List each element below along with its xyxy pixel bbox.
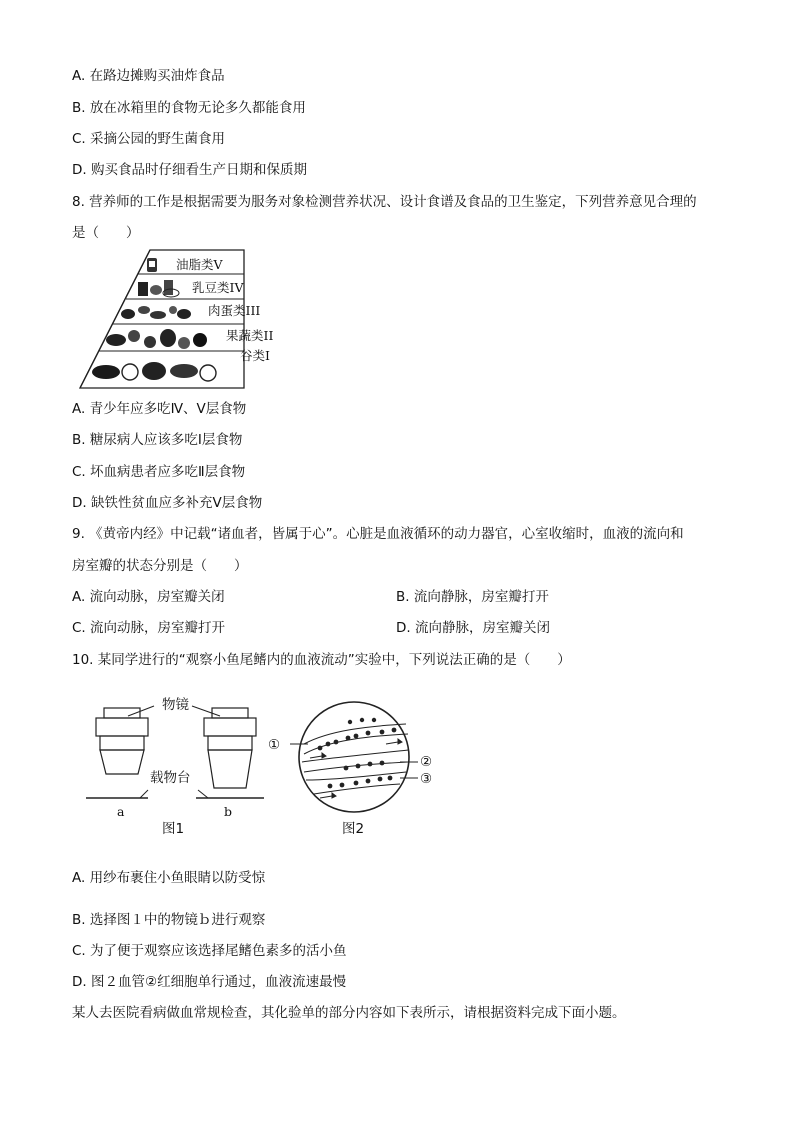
- fig2-marker-1: ①: [268, 737, 281, 753]
- q7-option-c: C. 采摘公园的野生菌食用: [72, 131, 226, 147]
- fig2-caption: 图2: [342, 821, 365, 837]
- q8-option-b: B. 糖尿病人应该多吃Ⅰ层食物: [72, 432, 243, 448]
- q9-option-c: C. 流向动脉，房室瓣打开: [72, 620, 226, 636]
- q8-option-c: C. 坏血病患者应多吃Ⅱ层食物: [72, 464, 246, 480]
- pyramid-label-i: 谷类I: [240, 348, 270, 363]
- q8-stem-line2: 是（ ）: [72, 225, 140, 241]
- objective-a-icon: [96, 708, 148, 774]
- pyramid-label-iv: 乳豆类IV: [192, 280, 244, 295]
- fig2-marker-2: ②: [420, 754, 433, 770]
- q7-option-d: D. 购买食品时仔细看生产日期和保质期: [72, 162, 307, 178]
- q9-option-a: A. 流向动脉，房室瓣关闭: [72, 589, 225, 605]
- pyramid-label-ii: 果蔬类II: [226, 328, 274, 343]
- q9-stem-line1: 9. 《黄帝内经》中记载“诸血者，皆属于心”。心脏是血液循环的动力器官，心室收缩时，血液的流向和: [72, 526, 684, 542]
- fruit-icon: [144, 336, 156, 348]
- q10-option-b: B. 选择图１中的物镜ｂ进行观察: [72, 912, 266, 928]
- q7-option-b: B. 放在冰箱里的食物无论多久都能食用: [72, 100, 306, 116]
- fish-icon: [150, 311, 166, 319]
- pyramid-label-iii: 肉蛋类III: [208, 303, 261, 318]
- q10-option-d: D. 图２血管②红细胞单行通过，血液流速最慢: [72, 974, 347, 990]
- figure2-microscope-view: [290, 700, 440, 820]
- pyramid-label-v: 油脂类V: [176, 257, 223, 272]
- rice-bowl-icon: [200, 365, 216, 381]
- fig2-marker-3: ③: [420, 771, 433, 787]
- fig1-stage-label: 载物台: [150, 770, 191, 786]
- q9-option-d: D. 流向静脉，房室瓣关闭: [396, 620, 550, 636]
- intro-paragraph: 某人去医院看病做血常规检查，其化验单的部分内容如下表所示，请根据资料完成下面小题。: [72, 1005, 626, 1021]
- q8-option-d: D. 缺铁性贫血应多补充Ⅴ层食物: [72, 495, 263, 511]
- q10-option-a: A. 用纱布裹住小鱼眼睛以防受惊: [72, 870, 266, 886]
- q9-stem-line2: 房室瓣的状态分别是（ ）: [72, 558, 248, 574]
- milk-carton-icon: [138, 282, 148, 296]
- q8-option-a: A. 青少年应多吃Ⅳ、Ⅴ层食物: [72, 401, 247, 417]
- q10-option-c: C. 为了便于观察应该选择尾鳍色素多的活小鱼: [72, 943, 347, 959]
- grain-icon: [142, 362, 166, 380]
- q9-option-b: B. 流向静脉，房室瓣打开: [396, 589, 549, 605]
- objective-b-icon: [204, 708, 256, 788]
- fig1-lens-b-label: b: [224, 804, 233, 819]
- vegetable-icon: [106, 334, 126, 346]
- fig1-objective-label: 物镜: [162, 697, 189, 713]
- q10-stem: 10. 某同学进行的“观察小鱼尾鳍内的血液流动”实验中，下列说法正确的是（ ）: [72, 652, 571, 668]
- bread-icon: [92, 365, 120, 379]
- fig1-lens-a-label: a: [117, 804, 125, 819]
- egg-icon: [150, 285, 162, 295]
- q7-option-a: A. 在路边摊购买油炸食品: [72, 68, 225, 84]
- fig1-caption: 图1: [162, 821, 185, 837]
- meat-icon: [121, 309, 135, 319]
- q8-stem-line1: 8. 营养师的工作是根据需要为服务对象检测营养状况、设计食谱及食品的卫生鉴定，下列营养意见合理的: [72, 194, 697, 210]
